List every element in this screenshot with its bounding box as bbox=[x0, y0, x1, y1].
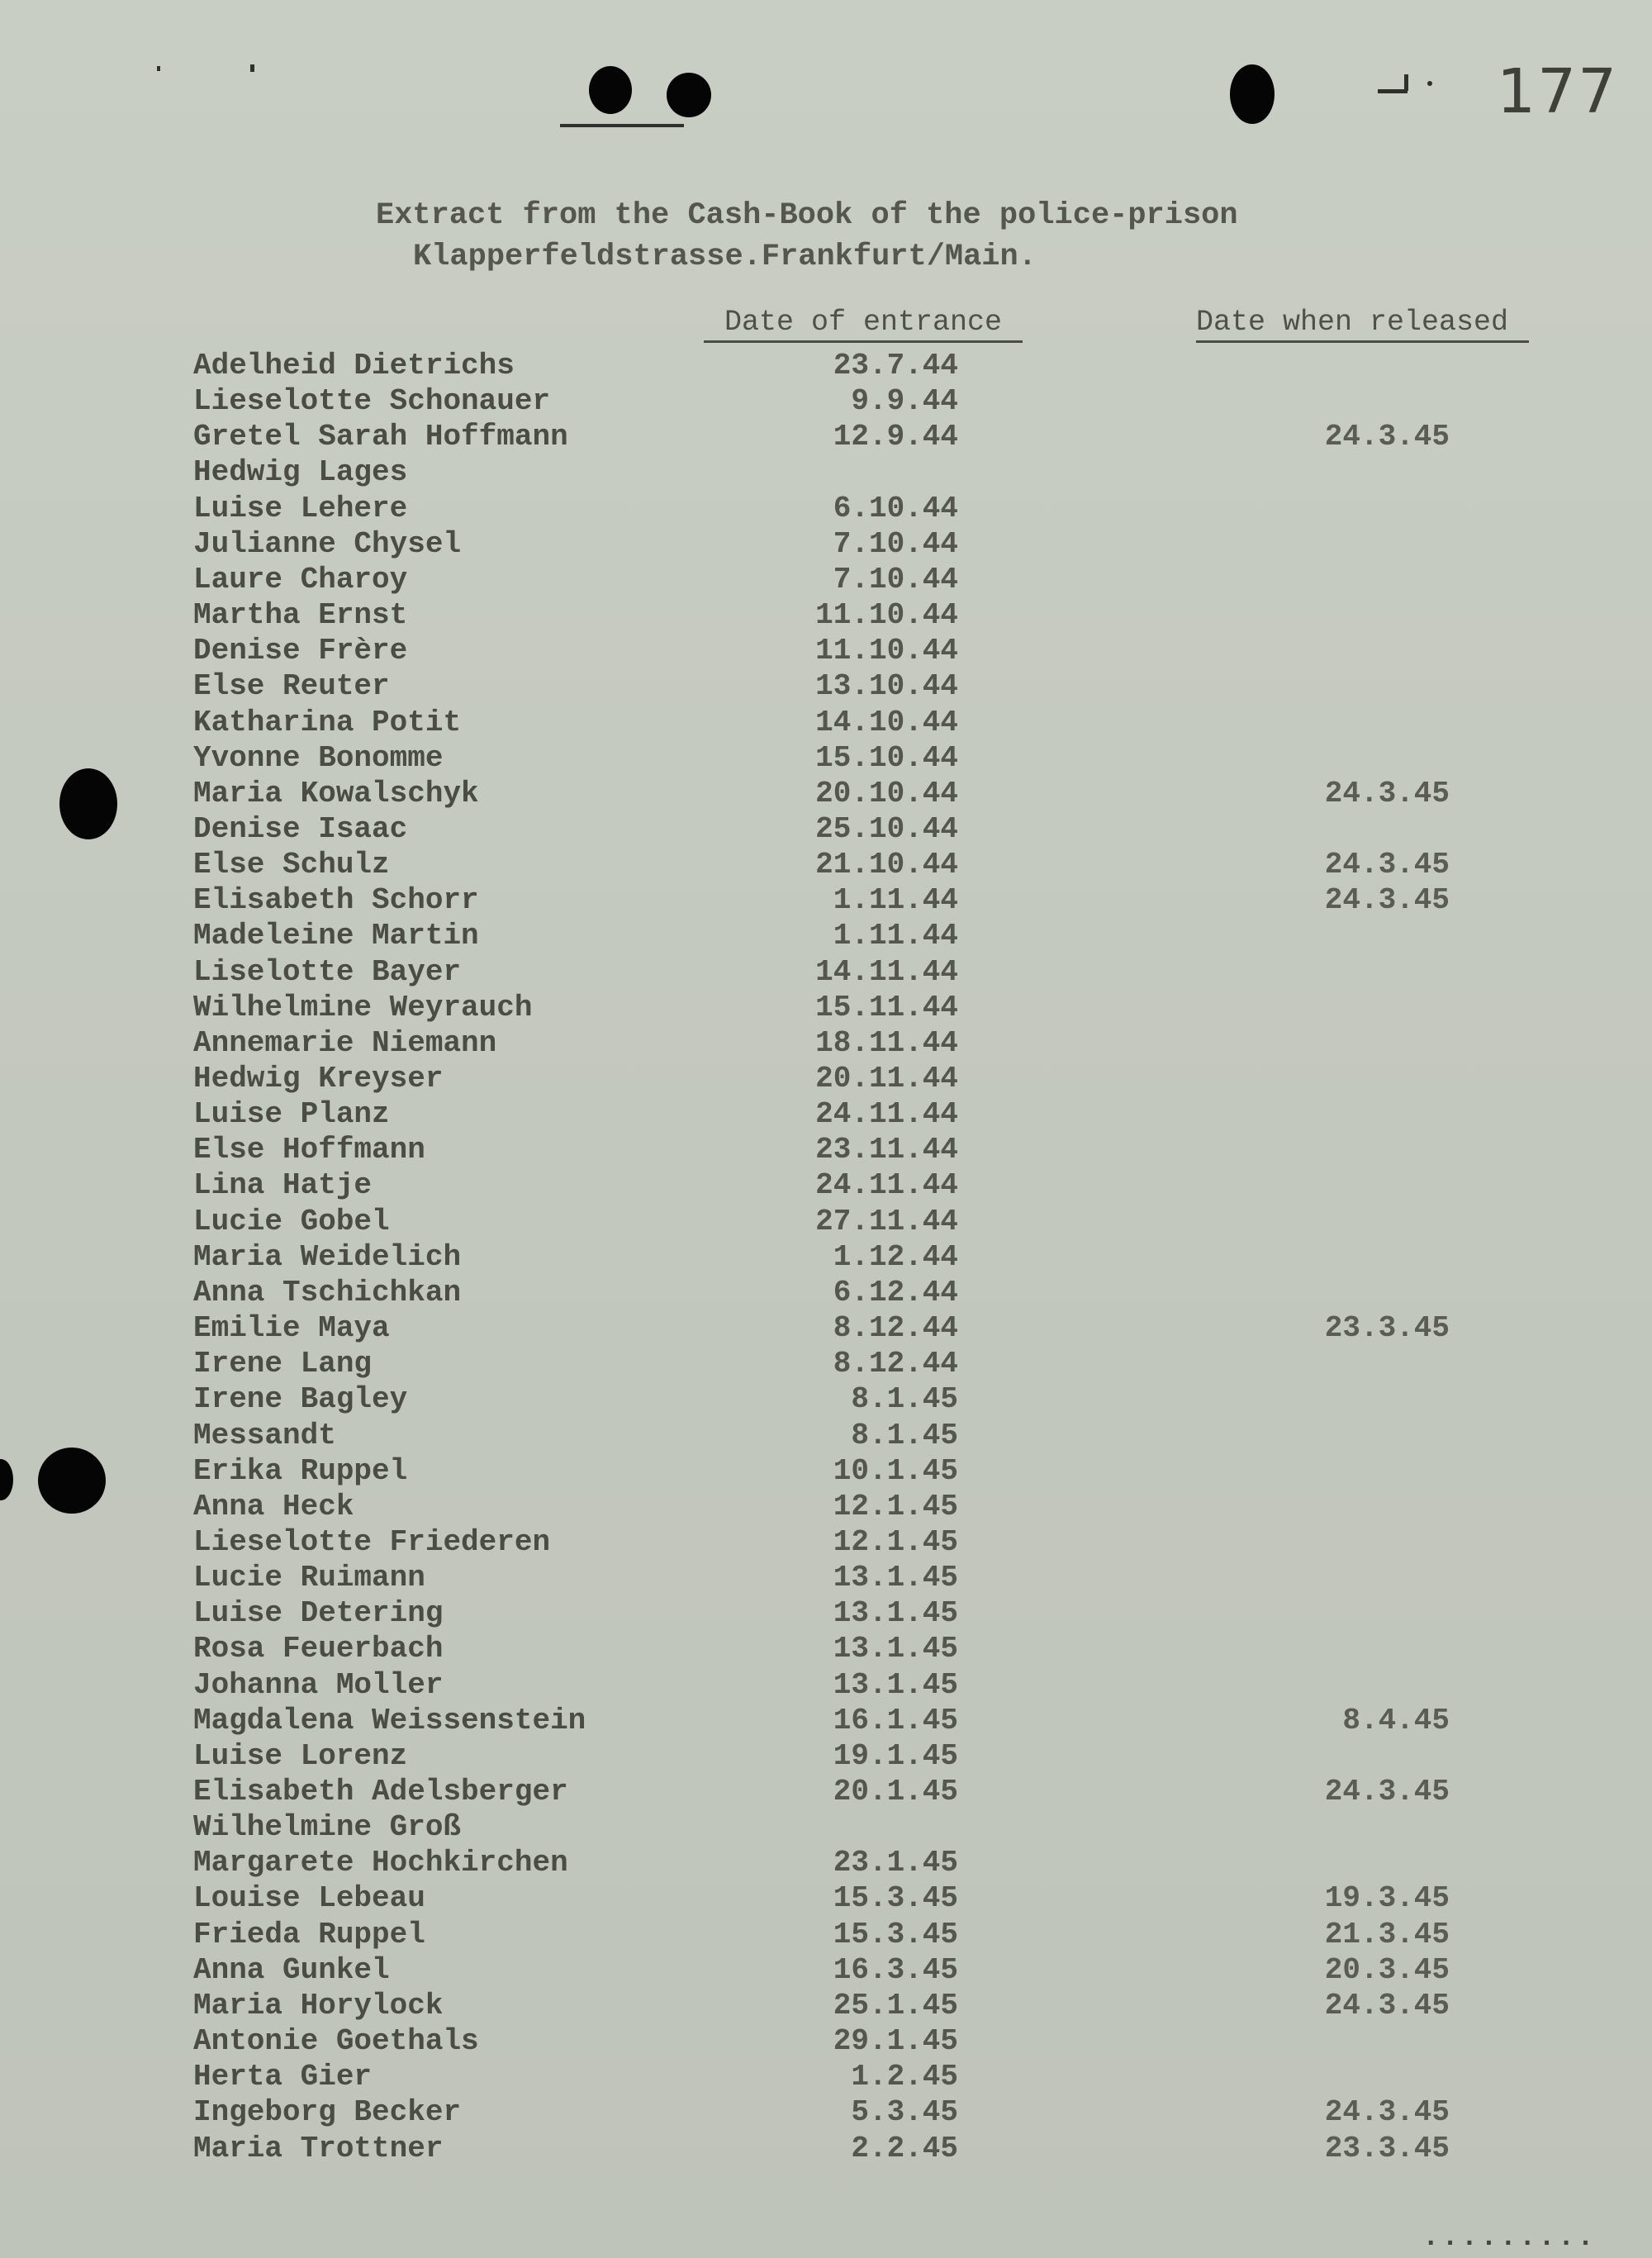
punch-hole-left-lower bbox=[38, 1447, 106, 1514]
prisoner-name: Maria Weidelich bbox=[193, 1239, 462, 1274]
ink-mark bbox=[1378, 89, 1408, 93]
prisoner-name: Maria Horylock bbox=[193, 1988, 444, 2023]
entrance-date: 18.11.44 bbox=[815, 1025, 958, 1060]
prisoner-name: Luise Lorenz bbox=[193, 1738, 408, 1773]
prisoner-name: Emilie Maya bbox=[193, 1311, 390, 1346]
prisoner-name: Wilhelmine Weyrauch bbox=[193, 990, 533, 1024]
release-date: 24.3.45 bbox=[1324, 420, 1450, 454]
entrance-date: 20.1.45 bbox=[833, 1775, 958, 1809]
prisoner-name: Johanna Moller bbox=[193, 1667, 444, 1702]
release-date: 24.3.45 bbox=[1324, 776, 1450, 811]
entrance-date: 10.1.45 bbox=[833, 1453, 958, 1488]
entrance-date: 13.1.45 bbox=[833, 1632, 958, 1666]
entrance-date: 23.1.45 bbox=[833, 1846, 958, 1880]
release-date: 8.4.45 bbox=[1342, 1703, 1450, 1737]
entrance-date: 24.11.44 bbox=[815, 1097, 958, 1132]
entrance-date: 8.1.45 bbox=[851, 1382, 958, 1417]
prisoner-name: Margarete Hochkirchen bbox=[193, 1846, 568, 1880]
release-date: 23.3.45 bbox=[1324, 1311, 1450, 1346]
release-date: 24.3.45 bbox=[1324, 1988, 1450, 2023]
ink-mark bbox=[1404, 74, 1408, 91]
prisoner-name: Lucie Gobel bbox=[193, 1204, 390, 1238]
entrance-date: 5.3.45 bbox=[851, 2095, 958, 2130]
entrance-date: 13.1.45 bbox=[833, 1561, 958, 1595]
entrance-date: 1.12.44 bbox=[833, 1239, 958, 1274]
prisoner-name: Louise Lebeau bbox=[193, 1881, 425, 1916]
ink-mark bbox=[157, 66, 160, 71]
ink-mark bbox=[560, 124, 684, 127]
prisoner-name: Maria Trottner bbox=[193, 2131, 444, 2165]
entrance-date: 1.11.44 bbox=[833, 883, 958, 918]
prisoner-name: Rosa Feuerbach bbox=[193, 1632, 444, 1666]
entrance-date: 1.2.45 bbox=[851, 2060, 958, 2094]
document-title-line-2: Klapperfeldstrasse.Frankfurt/Main. bbox=[413, 240, 1037, 274]
punch-hole-top-center bbox=[667, 73, 711, 117]
prisoner-name: Annemarie Niemann bbox=[193, 1025, 497, 1060]
entrance-date: 8.1.45 bbox=[851, 1418, 958, 1452]
entrance-date: 15.10.44 bbox=[815, 740, 958, 775]
prisoner-name: Irene Bagley bbox=[193, 1382, 408, 1417]
release-date: 24.3.45 bbox=[1324, 1775, 1450, 1809]
prisoner-name: Luise Detering bbox=[193, 1596, 444, 1631]
prisoner-name: Herta Gier bbox=[193, 2060, 373, 2094]
prisoner-name: Adelheid Dietrichs bbox=[193, 349, 515, 383]
entrance-date: 24.11.44 bbox=[815, 1168, 958, 1203]
entrance-date: 11.10.44 bbox=[815, 598, 958, 633]
punch-hole-top-left bbox=[589, 66, 632, 114]
prisoner-name: Erika Ruppel bbox=[193, 1453, 408, 1488]
entrance-date: 20.10.44 bbox=[815, 776, 958, 811]
release-date: 23.3.45 bbox=[1324, 2131, 1450, 2165]
entrance-date: 16.3.45 bbox=[833, 1952, 958, 1987]
prisoner-name: Else Hoffmann bbox=[193, 1133, 425, 1167]
prisoner-name: Luise Lehere bbox=[193, 491, 408, 525]
release-date: 21.3.45 bbox=[1324, 1917, 1450, 1951]
entrance-date: 13.10.44 bbox=[815, 669, 958, 704]
entrance-date: 13.1.45 bbox=[833, 1596, 958, 1631]
entrance-date: 14.10.44 bbox=[815, 705, 958, 739]
prisoner-name: Anna Heck bbox=[193, 1489, 354, 1524]
entrance-date: 6.12.44 bbox=[833, 1275, 958, 1310]
entrance-date: 12.9.44 bbox=[833, 420, 958, 454]
entrance-date: 7.10.44 bbox=[833, 526, 958, 561]
entrance-date: 19.1.45 bbox=[833, 1738, 958, 1773]
prisoner-name: Ingeborg Becker bbox=[193, 2095, 462, 2130]
entrance-date: 7.10.44 bbox=[833, 562, 958, 597]
entrance-date: 23.11.44 bbox=[815, 1133, 958, 1167]
prisoner-name: Wilhelmine Groß bbox=[193, 1810, 462, 1845]
document-title-line-1: Extract from the Cash-Book of the police-prison bbox=[376, 198, 1238, 233]
prisoner-name: Denise Isaac bbox=[193, 811, 408, 846]
prisoner-name: Denise Frère bbox=[193, 634, 408, 668]
entrance-date: 8.12.44 bbox=[833, 1311, 958, 1346]
punch-hole-top-right bbox=[1230, 64, 1275, 124]
column-header-released: Date when released bbox=[1196, 306, 1529, 343]
prisoner-name: Julianne Chysel bbox=[193, 526, 462, 561]
release-date: 24.3.45 bbox=[1324, 2095, 1450, 2130]
prisoner-name: Lina Hatje bbox=[193, 1168, 373, 1203]
entrance-date: 16.1.45 bbox=[833, 1703, 958, 1737]
page-number: 177 bbox=[1497, 56, 1619, 127]
prisoner-name: Irene Lang bbox=[193, 1347, 373, 1381]
entrance-date: 15.3.45 bbox=[833, 1881, 958, 1916]
prisoner-name: Laure Charoy bbox=[193, 562, 408, 597]
release-date: 20.3.45 bbox=[1324, 1952, 1450, 1987]
prisoner-name: Anna Gunkel bbox=[193, 1952, 390, 1987]
prisoner-name: Gretel Sarah Hoffmann bbox=[193, 420, 568, 454]
prisoner-name: Elisabeth Adelsberger bbox=[193, 1775, 568, 1809]
prisoner-name: Martha Ernst bbox=[193, 598, 408, 633]
release-date: 24.3.45 bbox=[1324, 848, 1450, 882]
entrance-date: 15.11.44 bbox=[815, 990, 958, 1024]
punch-hole-edge bbox=[0, 1459, 13, 1500]
entrance-date: 20.11.44 bbox=[815, 1062, 958, 1096]
prisoner-name: Hedwig Lages bbox=[193, 455, 408, 490]
prisoner-name: Liselotte Bayer bbox=[193, 954, 462, 989]
entrance-date: 21.10.44 bbox=[815, 848, 958, 882]
prisoner-name: Anna Tschichkan bbox=[193, 1275, 462, 1310]
entrance-date: 27.11.44 bbox=[815, 1204, 958, 1238]
entrance-date: 25.10.44 bbox=[815, 811, 958, 846]
release-date: 19.3.45 bbox=[1324, 1881, 1450, 1916]
prisoner-name: Lucie Ruimann bbox=[193, 1561, 425, 1595]
entrance-date: 14.11.44 bbox=[815, 954, 958, 989]
release-date: 24.3.45 bbox=[1324, 883, 1450, 918]
prisoner-name: Katharina Potit bbox=[193, 705, 462, 739]
entrance-date: 12.1.45 bbox=[833, 1489, 958, 1524]
punch-hole-left-upper bbox=[59, 768, 117, 839]
entrance-date: 13.1.45 bbox=[833, 1667, 958, 1702]
entrance-date: 9.9.44 bbox=[851, 384, 958, 419]
prisoner-name: Magdalena Weissenstein bbox=[193, 1703, 586, 1737]
prisoner-name: Else Schulz bbox=[193, 848, 390, 882]
prisoner-name: Frieda Ruppel bbox=[193, 1917, 425, 1951]
ink-mark bbox=[1427, 81, 1432, 86]
column-header-entrance: Date of entrance bbox=[704, 306, 1023, 343]
entrance-date: 8.12.44 bbox=[833, 1347, 958, 1381]
prisoner-name: Elisabeth Schorr bbox=[193, 883, 479, 918]
prisoner-name: Yvonne Bonomme bbox=[193, 740, 444, 775]
prisoner-name: Lieselotte Schonauer bbox=[193, 384, 551, 419]
entrance-date: 11.10.44 bbox=[815, 634, 958, 668]
entrance-date: 12.1.45 bbox=[833, 1524, 958, 1559]
entrance-date: 23.7.44 bbox=[833, 349, 958, 383]
entrance-date: 6.10.44 bbox=[833, 491, 958, 525]
prisoner-name: Messandt bbox=[193, 1418, 336, 1452]
entrance-date: 29.1.45 bbox=[833, 2024, 958, 2059]
prisoner-name: Else Reuter bbox=[193, 669, 390, 704]
ink-mark bbox=[250, 64, 254, 72]
prisoner-name: Antonie Goethals bbox=[193, 2024, 479, 2059]
entrance-date: 1.11.44 bbox=[833, 919, 958, 953]
continuation-dots: ......... bbox=[1422, 2222, 1597, 2254]
prisoner-name: Madeleine Martin bbox=[193, 919, 479, 953]
entrance-date: 15.3.45 bbox=[833, 1917, 958, 1951]
prisoner-name: Lieselotte Friederen bbox=[193, 1524, 551, 1559]
prisoner-name: Luise Planz bbox=[193, 1097, 390, 1132]
prisoner-name: Hedwig Kreyser bbox=[193, 1062, 444, 1096]
entrance-date: 25.1.45 bbox=[833, 1988, 958, 2023]
prisoner-name: Maria Kowalschyk bbox=[193, 776, 479, 811]
entrance-date: 2.2.45 bbox=[851, 2131, 958, 2165]
